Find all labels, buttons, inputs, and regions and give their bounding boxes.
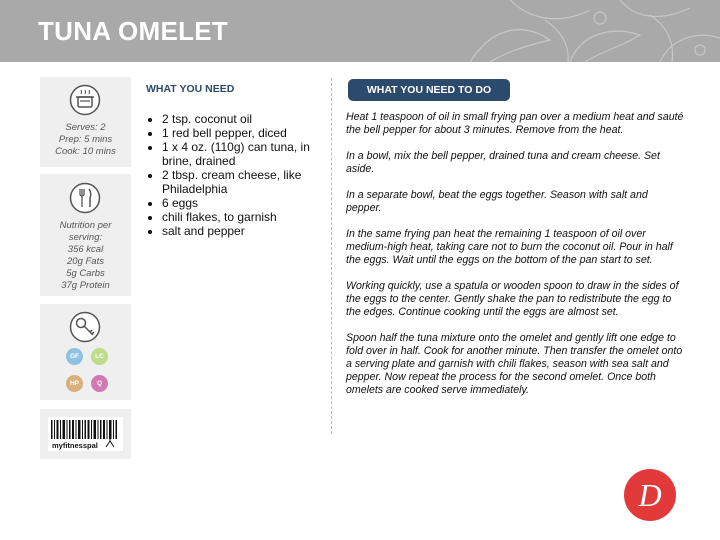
barcode-box[interactable] — [40, 409, 131, 459]
method-step: Working quickly, use a spatula or wooden spoon to draw in the sides of the eggs to the center. Gently shake the pan to redistribute the egg to the edges. Continue cooking until the eggs are almost set. — [346, 280, 679, 318]
logo-letter: D — [638, 477, 662, 513]
nutrition-label: Nutrition per — [59, 220, 112, 231]
list-item: • 1 red bell pepper, diced — [162, 126, 332, 140]
cooking-pot-icon — [69, 84, 101, 116]
list-item: • chili flakes, to garnish — [162, 210, 332, 224]
list-item: • 2 tsp. coconut oil — [162, 112, 332, 126]
serving-info-box — [40, 77, 131, 167]
brand-logo-icon — [623, 468, 677, 522]
diet-key-box — [40, 304, 131, 400]
fats-value: 20g Fats — [67, 256, 104, 267]
list-item: • salt and pepper — [162, 224, 332, 238]
column-divider — [331, 78, 332, 434]
badge-gf: GF — [66, 348, 83, 365]
nutrition-label-2: serving: — [68, 232, 103, 243]
list-item: • 1 x 4 oz. (110g) can tuna, in brine, drained — [162, 140, 332, 168]
method-step: Spoon half the tuna mixture onto the omelet and gently lift one edge to fold over in half. Cook for another minute. Then transfer the omelet onto a serving plate and garnish with chili flakes, season with sea salt and pepper. Now repeat the process for the second omelet. Once both omelets are cooked serve immediately. — [346, 332, 683, 396]
cook-time-text: Cook: 10 mins — [55, 146, 116, 157]
method-step: In the same frying pan heat the remaining 1 teaspoon of oil over medium-high heat, taking care not to burn the coconut oil. Pour in half the eggs. Wait until the eggs on the bottom of the pan start to set. — [346, 228, 673, 266]
list-item: • 6 eggs — [162, 196, 332, 210]
method-step: Heat 1 teaspoon of oil in small frying pan over a medium heat and sauté the bell pepper for about 3 minutes. Remove from the heat. — [346, 111, 684, 136]
method-step: In a separate bowl, beat the eggs together. Season with salt and pepper. — [346, 189, 648, 214]
key-icon — [69, 311, 101, 343]
cutlery-icon — [69, 182, 101, 214]
badge-hp: HP — [66, 375, 83, 392]
myfitnesspal-barcode-icon[interactable] — [48, 417, 123, 451]
list-item: • 2 tbsp. cream cheese, like Philadelphia — [162, 168, 332, 196]
nutrition-box — [40, 174, 131, 296]
leaf-pattern-decoration — [450, 0, 720, 62]
method-step: In a bowl, mix the bell pepper, drained tuna and cream cheese. Set aside. — [346, 150, 660, 175]
prep-time-text: Prep: 5 mins — [58, 134, 113, 145]
badge-lc: LC — [91, 348, 108, 365]
method-heading: WHAT YOU NEED TO DO — [348, 79, 510, 101]
page-title: TUNA OMELET — [38, 16, 229, 46]
ingredients-heading: WHAT YOU NEED — [146, 83, 235, 95]
kcal-value: 356 kcal — [67, 244, 104, 255]
serves-text: Serves: 2 — [65, 122, 106, 133]
carbs-value: 5g Carbs — [66, 268, 105, 279]
protein-value: 37g Protein — [61, 280, 110, 291]
badge-q: Q — [91, 375, 108, 392]
header-banner — [0, 0, 720, 62]
ingredients-list — [146, 112, 332, 238]
method-steps — [346, 111, 686, 410]
barcode-label: myfitnesspal — [52, 441, 98, 450]
